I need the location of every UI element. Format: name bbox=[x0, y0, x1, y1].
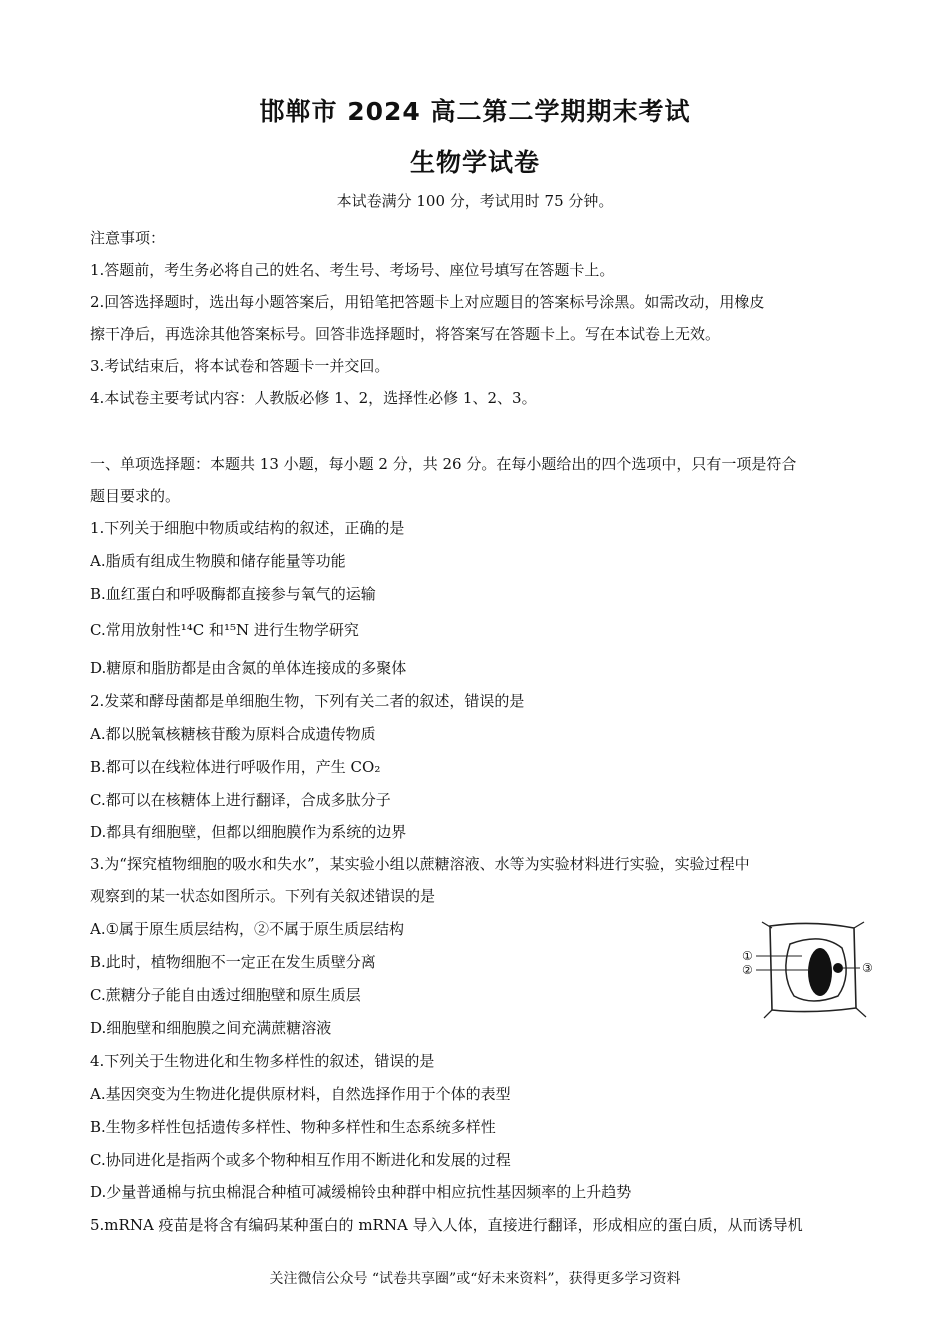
question-3-stem: 观察到的某一状态如图所示。下列有关叙述错误的是 bbox=[90, 887, 436, 905]
exam-title: 邯郸市 2024 高二第二学期期末考试 bbox=[259, 97, 691, 126]
question-1-option-c: C.常用放射性¹⁴C 和¹⁵N 进行生物学研究 bbox=[90, 621, 359, 639]
figure-label-3: ③ bbox=[862, 961, 873, 975]
section-heading: 一、单项选择题：本题共 13 小题，每小题 2 分，共 26 分。在每小题给出的四个选项中，只有一项是符合 bbox=[90, 455, 797, 473]
question-5-stem: 5.mRNA 疫苗是将含有编码某种蛋白的 mRNA 导入人体，直接进行翻译，形成相应的蛋白质，从而诱导机 bbox=[90, 1216, 803, 1234]
question-3-stem: 3.为“探究植物细胞的吸水和失水”，某实验小组以蔗糖溶液、水等为实验材料进行实验，实验过程中 bbox=[90, 855, 750, 873]
question-3-option-b: B.此时，植物细胞不一定正在发生质壁分离 bbox=[90, 953, 376, 971]
notes-heading: 注意事项： bbox=[90, 229, 166, 247]
figure-label-1: ① bbox=[742, 949, 753, 963]
question-1-stem: 1.下列关于细胞中物质或结构的叙述，正确的是 bbox=[90, 519, 405, 537]
note-item: 2.回答选择题时，选出每小题答案后，用铅笔把答题卡上对应题目的答案标号涂黑。如需改动，用橡皮 bbox=[90, 293, 765, 311]
question-2-option-c: C.都可以在核糖体上进行翻译，合成多肽分子 bbox=[90, 791, 391, 809]
figure-label-2: ② bbox=[742, 963, 753, 977]
question-3-option-d: D.细胞壁和细胞膜之间充满蔗糖溶液 bbox=[90, 1019, 332, 1037]
question-1-option-d: D.糖原和脂肪都是由含氮的单体连接成的多聚体 bbox=[90, 659, 407, 677]
question-2-option-a: A.都以脱氧核糖核苷酸为原料合成遗传物质 bbox=[90, 725, 376, 743]
question-1-option-a: A.脂质有组成生物膜和储存能量等功能 bbox=[90, 552, 346, 570]
plant-cell-diagram bbox=[742, 918, 878, 1020]
question-4-option-c: C.协同进化是指两个或多个物种相互作用不断进化和发展的过程 bbox=[90, 1151, 511, 1169]
question-2-option-d: D.都具有细胞壁，但都以细胞膜作为系统的边界 bbox=[90, 823, 407, 841]
note-item: 擦干净后，再选涂其他答案标号。回答非选择题时，将答案写在答题卡上。写在本试卷上无效。 bbox=[90, 325, 721, 343]
question-4-option-b: B.生物多样性包括遗传多样性、物种多样性和生态系统多样性 bbox=[90, 1118, 496, 1136]
note-item: 4.本试卷主要考试内容：人教版必修 1、2，选择性必修 1、2、3。 bbox=[90, 389, 537, 407]
question-4-stem: 4.下列关于生物进化和生物多样性的叙述，错误的是 bbox=[90, 1052, 435, 1070]
page-footer: 关注微信公众号 “试卷共享圈”或“好未来资料”，获得更多学习资料 bbox=[269, 1271, 681, 1287]
question-4-option-a: A.基因突变为生物进化提供原材料，自然选择作用于个体的表型 bbox=[90, 1085, 511, 1103]
question-1-option-b: B.血红蛋白和呼吸酶都直接参与氧气的运输 bbox=[90, 585, 376, 603]
question-3-option-a: A.①属于原生质层结构，②不属于原生质层结构 bbox=[90, 920, 405, 938]
note-item: 1.答题前，考生务必将自己的姓名、考生号、考场号、座位号填写在答题卡上。 bbox=[90, 261, 615, 279]
note-item: 3.考试结束后，将本试卷和答题卡一并交回。 bbox=[90, 357, 390, 375]
question-3-option-c: C.蔗糖分子能自由透过细胞壁和原生质层 bbox=[90, 986, 361, 1004]
question-2-stem: 2.发菜和酵母菌都是单细胞生物，下列有关二者的叙述，错误的是 bbox=[90, 692, 525, 710]
question-4-option-d: D.少量普通棉与抗虫棉混合种植可减缓棉铃虫种群中相应抗性基因频率的上升趋势 bbox=[90, 1183, 632, 1201]
exam-info: 本试卷满分 100 分，考试用时 75 分钟。 bbox=[336, 192, 614, 210]
section-heading: 题目要求的。 bbox=[90, 487, 181, 505]
subject-title: 生物学试卷 bbox=[409, 148, 540, 177]
question-2-option-b: B.都可以在线粒体进行呼吸作用，产生 CO₂ bbox=[90, 758, 381, 776]
